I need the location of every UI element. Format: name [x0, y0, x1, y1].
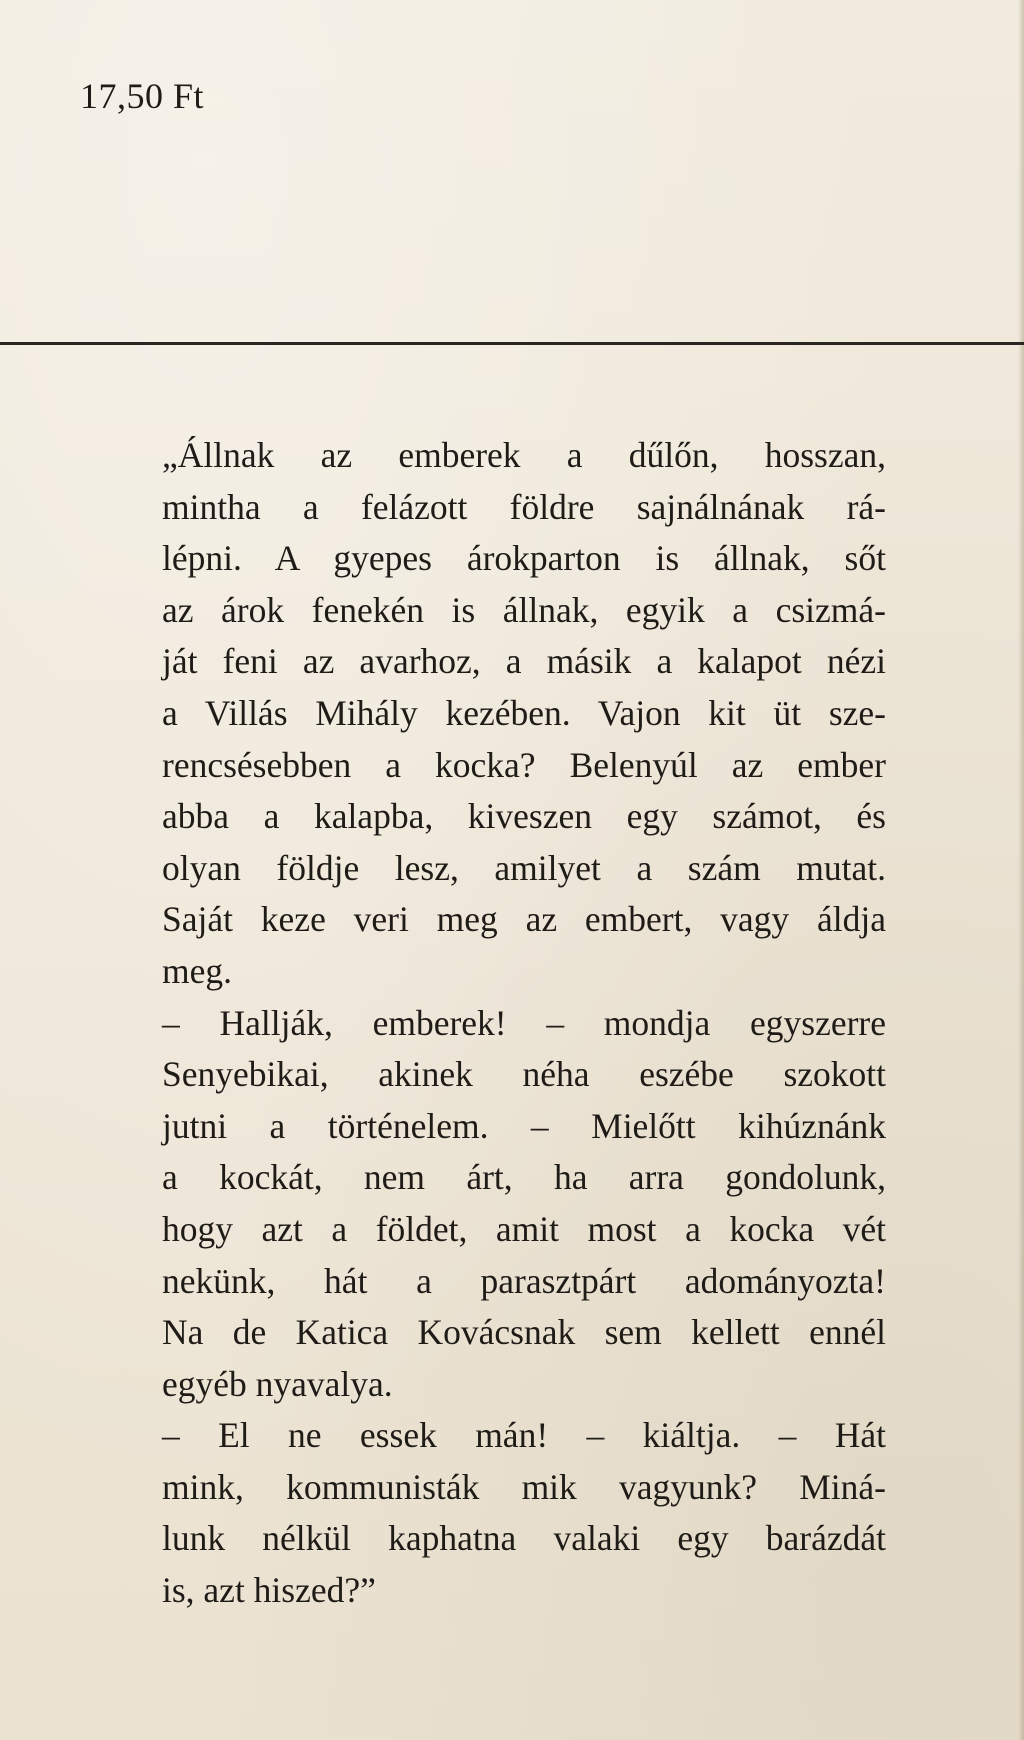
blurb-line: mintha a felázott földre sajnálnának rá- [162, 486, 886, 527]
blurb-line: Saját keze veri meg az embert, vagy áldja [162, 899, 886, 940]
blurb-line: abba a kalapba, kiveszen egy számot, és [162, 796, 886, 837]
blurb-line: Senyebikai, akinek néha eszébe szokott [162, 1054, 886, 1095]
blurb-line: a kockát, nem árt, ha arra gondolunk, [162, 1157, 886, 1198]
blurb-line: lépni. A gyepes árokparton is állnak, sőt [162, 538, 886, 579]
blurb-line: „Állnak az emberek a dűlőn, hosszan, [162, 435, 886, 475]
blurb-line: olyan földje lesz, amilyet a szám mutat. [162, 847, 886, 888]
blurb-line: mink, kommunisták mik vagyunk? Miná- [162, 1466, 886, 1507]
blurb-line: egyéb nyavalya. [162, 1363, 393, 1404]
blurb-line: nekünk, hát a parasztpárt adományozta! [162, 1260, 886, 1301]
blurb-line: rencsésebben a kocka? Belenyúl az ember [162, 744, 886, 785]
blurb-line: a Villás Mihály kezében. Vajon kit üt sze- [162, 692, 886, 733]
blurb-line: jutni a történelem. – Mielőtt kihúznánk [162, 1105, 886, 1146]
blurb-line: meg. [162, 950, 232, 991]
price-label: 17,50 Ft [80, 76, 205, 116]
blurb-quote [162, 430, 886, 1617]
horizontal-rule [0, 342, 1024, 345]
blurb-line: ját feni az avarhoz, a másik a kalapot nézi [162, 641, 886, 682]
page-edge-shadow [1018, 0, 1024, 1740]
blurb-line: – El ne essek mán! – kiáltja. – Hát [162, 1415, 886, 1456]
blurb-line: is, azt hiszed?” [162, 1570, 376, 1611]
blurb-line: Na de Katica Kovácsnak sem kellett ennél [162, 1312, 886, 1353]
blurb-line: – Hallják, emberek! – mondja egyszerre [162, 1002, 886, 1043]
blurb-line: az árok fenekén is állnak, egyik a csizmá- [162, 589, 886, 630]
blurb-line: lunk nélkül kaphatna valaki egy barázdát [162, 1518, 886, 1559]
blurb-line: hogy azt a földet, amit most a kocka vét [162, 1208, 886, 1249]
